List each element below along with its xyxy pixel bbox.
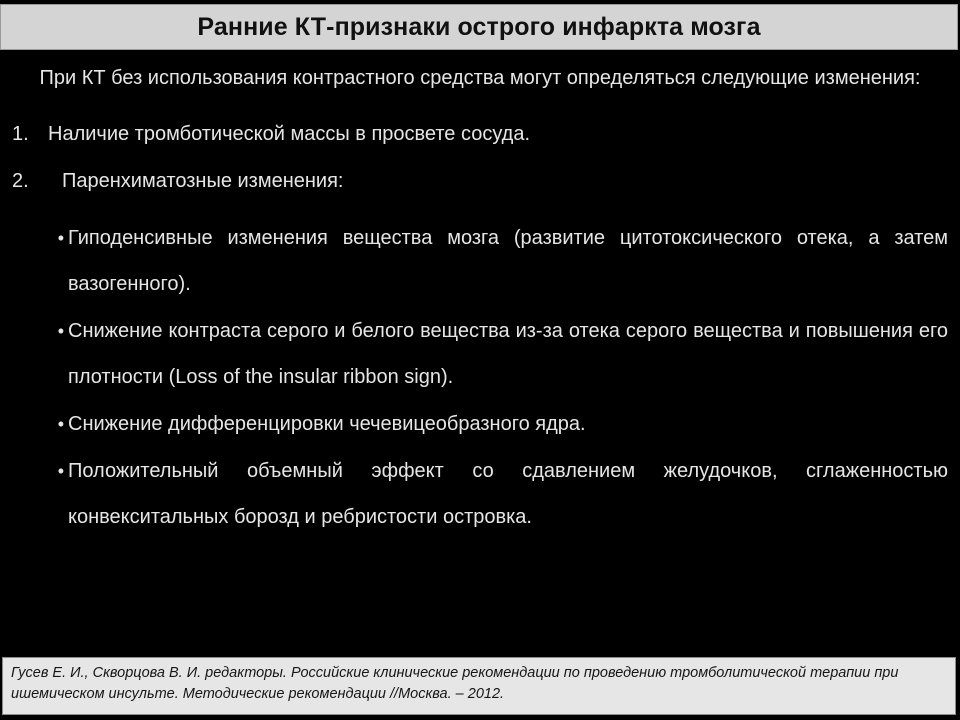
bullet-dot-icon: • xyxy=(57,321,64,341)
bullet-text: Гиподенсивные изменения вещества мозга (развитие цитотоксического отека, а затем вазогенного). xyxy=(68,227,948,295)
slide-content xyxy=(12,62,948,652)
numbered-list xyxy=(12,121,948,194)
bullet-text: Положительный объемный эффект со сдавлением желудочков, сглаженностью конвекситальных борозд и ребристости островка. xyxy=(68,460,948,528)
bullet-dot-icon: • xyxy=(57,461,64,481)
numbered-item-number: 1. xyxy=(12,123,29,145)
bullet-item-3 xyxy=(12,401,948,447)
bullet-text: Снижение дифференцировки чечевицеобразного ядра. xyxy=(68,413,586,435)
numbered-item-text: Наличие тромботической массы в просвете сосуда. xyxy=(48,123,531,145)
citation-text: Гусев Е. И., Скворцова В. И. редакторы. Российские клинические рекомендации по проведению тромболитической терапии при ишемическом инсульте. Методические рекомендации //Москва. – 2012. xyxy=(11,665,899,702)
bullet-item-1 xyxy=(12,215,948,307)
bullet-dot-icon: • xyxy=(57,414,64,434)
slide-title: Ранние КТ-признаки острого инфаркта мозга xyxy=(197,12,761,41)
numbered-item-number: 2. xyxy=(12,170,29,192)
numbered-item-text: Паренхиматозные изменения: xyxy=(62,170,344,192)
bullet-item-4 xyxy=(12,448,948,540)
bullet-item-2 xyxy=(12,308,948,400)
numbered-item-1 xyxy=(12,121,948,147)
intro-paragraph: При КТ без использования контрастного средства могут определяться следующие изменения: xyxy=(39,67,921,89)
citation-box xyxy=(2,657,956,715)
bullet-list xyxy=(12,215,948,540)
bullet-text: Снижение контраста серого и белого вещества из-за отека серого вещества и повышения его плотности (Loss of the insular ribbon sign). xyxy=(68,320,948,388)
numbered-item-2 xyxy=(12,168,948,194)
slide-title-bar xyxy=(0,4,958,50)
bullet-dot-icon: • xyxy=(57,228,64,248)
